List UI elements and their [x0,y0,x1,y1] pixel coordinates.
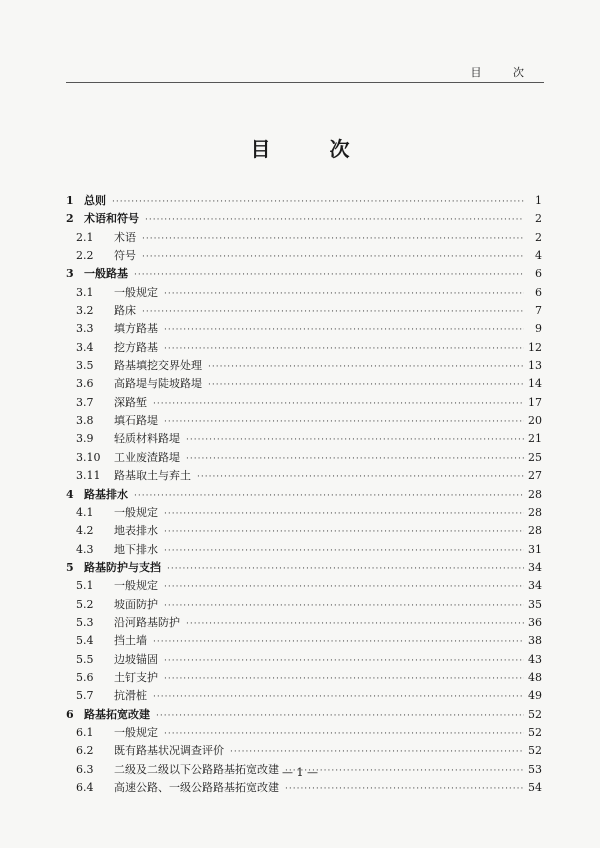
toc-leader-dots [134,487,524,505]
toc-leader-dots [153,633,524,651]
toc-leader-dots [112,193,524,211]
toc-entry-number: 6.3 [76,762,94,776]
toc-entry-page: 34 [528,579,542,593]
toc-entry[interactable] [66,687,542,705]
toc-entry[interactable] [66,412,542,430]
toc-entry-page: 53 [528,762,542,776]
toc-leader-dots [142,303,524,321]
toc-entry-number: 3.5 [76,359,94,373]
toc-entry-label: 地下排水 [114,542,158,556]
toc-entry-page: 52 [528,725,542,739]
toc-entry-number: 3 [66,267,74,281]
toc-entry-number: 4.1 [76,505,94,519]
toc-leader-dots [285,780,524,798]
toc-entry-number: 2 [66,212,74,226]
toc-entry-number: 6 [66,707,74,721]
toc-entry-number: 2.1 [76,230,94,244]
toc-leader-dots [186,450,524,468]
toc-entry[interactable] [66,320,542,338]
toc-entry-page: 49 [528,689,542,703]
toc-entry-page: 52 [528,707,542,721]
toc-entry-label: 二级及二级以下公路路基拓宽改建 [114,762,279,776]
toc-entry-label: 路基排水 [84,487,128,501]
toc-entry[interactable] [66,192,542,210]
toc-entry-label: 地表排水 [114,524,158,538]
toc-entry[interactable] [66,779,542,797]
toc-leader-dots [153,688,524,706]
toc-leader-dots [164,413,524,431]
toc-entry-number: 4.2 [76,524,94,538]
toc-entry-label: 术语和符号 [84,212,139,226]
toc-entry[interactable] [66,742,542,760]
toc-leader-dots [145,211,524,229]
toc-entry-number: 3.4 [76,340,94,354]
toc-leader-dots [167,560,524,578]
toc-leader-dots [164,523,524,541]
toc-entry-page: 2 [535,212,542,226]
toc-entry-page: 9 [535,322,542,336]
toc-leader-dots [208,358,524,376]
toc-entry-label: 路床 [114,304,136,318]
toc-entry-page: 20 [528,414,542,428]
toc-entry-page: 34 [528,560,542,574]
toc-leader-dots [164,285,524,303]
toc-leader-dots [164,505,524,523]
toc-entry-page: 31 [528,542,542,556]
toc-entry-number: 5 [66,560,74,574]
toc-entry-page: 27 [528,469,542,483]
toc-entry-page: 48 [528,670,542,684]
toc-entry-number: 3.9 [76,432,94,446]
toc-leader-dots [186,615,524,633]
toc-entry[interactable] [66,430,542,448]
toc-entry-label: 坡面防护 [114,597,158,611]
toc-entry[interactable] [66,596,542,614]
toc-entry[interactable] [66,522,542,540]
toc-entry-label: 抗滑桩 [114,689,147,703]
toc-entry-label: 一般规定 [114,725,158,739]
toc-leader-dots [142,230,524,248]
toc-entry-number: 6.2 [76,744,94,758]
toc-leader-dots [164,542,524,560]
toc-entry[interactable] [66,486,542,504]
toc-entry-label: 工业废渣路堤 [114,450,180,464]
toc-entry-number: 5.2 [76,597,94,611]
toc-entry-number: 3.8 [76,414,94,428]
toc-entry-label: 路基取土与弃土 [114,469,191,483]
toc-entry[interactable] [66,614,542,632]
toc-entry-label: 高路堤与陡坡路堤 [114,377,202,391]
page-number: — 1 — [282,766,318,779]
toc-entry-label: 挡土墙 [114,634,147,648]
toc-entry[interactable] [66,559,542,577]
toc-entry-page: 1 [535,194,542,207]
toc-leader-dots [164,340,524,358]
toc-entry[interactable] [66,504,542,522]
toc-entry-number: 3.11 [76,469,101,483]
toc-entry-label: 路基防护与支挡 [84,560,161,574]
toc-entry-label: 一般规定 [114,505,158,519]
toc-entry-page: 12 [528,340,542,354]
toc-entry-label: 路基拓宽改建 [84,707,150,721]
toc-entry-page: 14 [528,377,542,391]
toc-entry-page: 7 [535,304,542,318]
toc-entry-number: 1 [66,194,74,207]
table-of-contents [66,192,542,797]
toc-entry-label: 总则 [84,194,106,207]
toc-entry[interactable] [66,302,542,320]
toc-entry-page: 28 [528,524,542,538]
toc-entry-number: 3.6 [76,377,94,391]
toc-entry[interactable] [66,577,542,595]
toc-entry[interactable] [66,210,542,228]
toc-entry[interactable] [66,394,542,412]
toc-entry-number: 5.5 [76,652,94,666]
toc-entry-page: 38 [528,634,542,648]
toc-entry-label: 高速公路、一级公路路基拓宽改建 [114,781,279,794]
toc-entry-page: 43 [528,652,542,666]
toc-leader-dots [134,266,524,284]
toc-entry-label: 一般规定 [114,285,158,299]
running-header: 目 次 [470,66,538,79]
toc-entry-label: 符号 [114,249,136,263]
toc-entry-number: 5.6 [76,670,94,684]
toc-entry-label: 既有路基状况调查评价 [114,744,224,758]
toc-entry[interactable] [66,449,542,467]
toc-entry-number: 5.4 [76,634,94,648]
toc-entry[interactable] [66,651,542,669]
toc-entry-page: 28 [528,505,542,519]
toc-entry[interactable] [66,375,542,393]
toc-entry-page: 2 [535,230,542,244]
toc-entry[interactable] [66,669,542,687]
toc-entry-number: 3.1 [76,285,94,299]
toc-entry-page: 36 [528,615,542,629]
toc-entry-label: 填方路基 [114,322,158,336]
toc-entry-label: 路基填挖交界处理 [114,359,202,373]
toc-entry-label: 一般规定 [114,579,158,593]
toc-leader-dots [164,578,524,596]
toc-entry-page: 25 [528,450,542,464]
toc-entry-number: 6.1 [76,725,94,739]
toc-entry-number: 3.2 [76,304,94,318]
toc-entry-number: 5.1 [76,579,94,593]
toc-leader-dots [164,652,524,670]
toc-entry-label: 土钉支护 [114,670,158,684]
toc-entry-number: 2.2 [76,249,94,263]
toc-leader-dots [208,376,524,394]
toc-leader-dots [230,743,524,761]
toc-entry-number: 4 [66,487,74,501]
toc-entry-label: 一般路基 [84,267,128,281]
toc-entry-number: 6.4 [76,781,94,794]
header-rule [66,82,544,83]
toc-leader-dots [156,707,524,725]
toc-entry-number: 3.3 [76,322,94,336]
toc-leader-dots [197,468,524,486]
toc-entry[interactable] [66,541,542,559]
toc-leader-dots [164,597,524,615]
toc-entry-label: 深路堑 [114,395,147,409]
toc-entry[interactable] [66,339,542,357]
toc-entry[interactable] [66,247,542,265]
toc-entry[interactable] [66,706,542,724]
toc-leader-dots [186,431,524,449]
toc-entry-label: 填石路堤 [114,414,158,428]
toc-entry-number: 3.10 [76,450,101,464]
toc-entry-label: 术语 [114,230,136,244]
toc-entry-label: 轻质材料路堤 [114,432,180,446]
toc-entry-number: 4.3 [76,542,94,556]
toc-leader-dots [164,670,524,688]
toc-entry[interactable] [66,467,542,485]
toc-entry[interactable] [66,284,542,302]
page-title: 目 次 [250,137,376,161]
toc-entry-label: 边坡锚固 [114,652,158,666]
toc-entry-page: 52 [528,744,542,758]
toc-entry-number: 5.7 [76,689,94,703]
toc-entry-page: 4 [535,249,542,263]
toc-entry[interactable] [66,724,542,742]
toc-entry-page: 6 [535,267,542,281]
toc-entry-page: 35 [528,597,542,611]
toc-entry[interactable] [66,265,542,283]
toc-leader-dots [164,725,524,743]
toc-entry[interactable] [66,632,542,650]
toc-entry-number: 3.7 [76,395,94,409]
toc-entry[interactable] [66,229,542,247]
toc-leader-dots [153,395,524,413]
toc-entry-number: 5.3 [76,615,94,629]
toc-entry-page: 21 [528,432,542,446]
toc-entry-page: 54 [528,781,542,794]
toc-entry-page: 6 [535,285,542,299]
toc-leader-dots [164,321,524,339]
toc-entry[interactable] [66,357,542,375]
toc-entry-page: 17 [528,395,542,409]
toc-entry-label: 挖方路基 [114,340,158,354]
toc-entry-page: 28 [528,487,542,501]
toc-entry-page: 13 [528,359,542,373]
toc-leader-dots [142,248,524,266]
toc-entry-label: 沿河路基防护 [114,615,180,629]
